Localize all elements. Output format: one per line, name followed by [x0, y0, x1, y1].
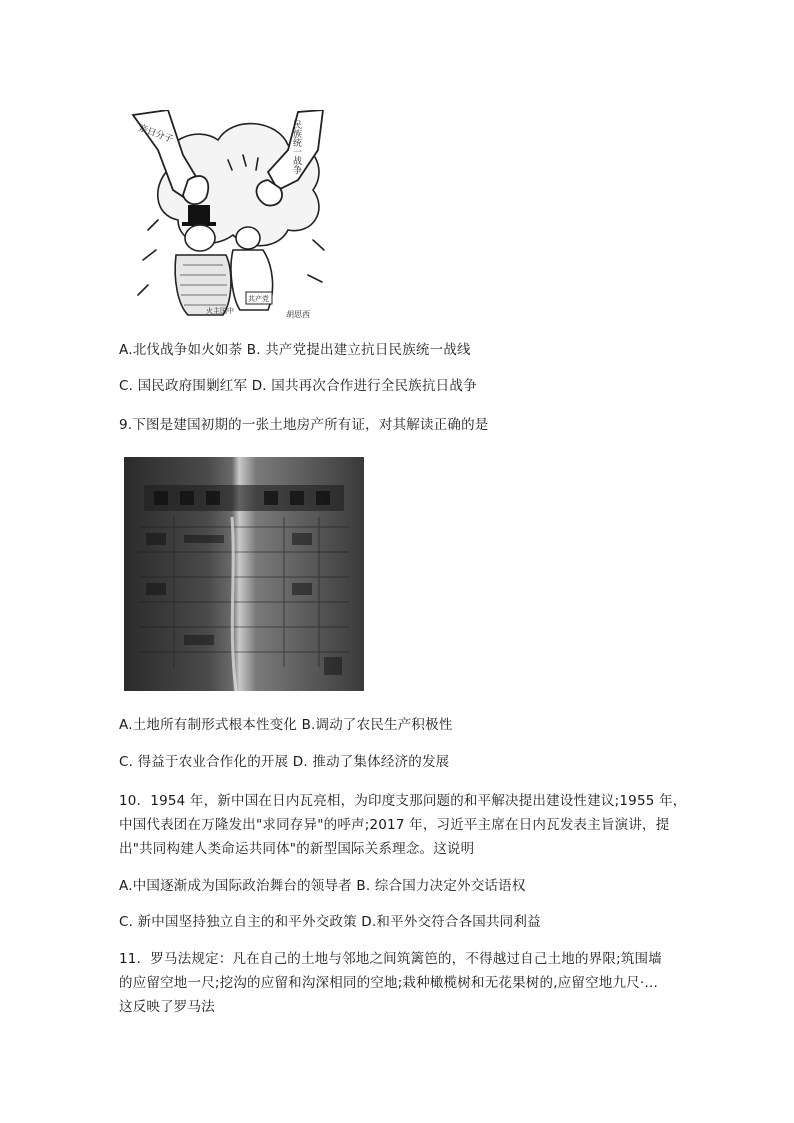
q11-stem-line-1: 11．罗马法规定：凡在自己的土地与邻地之间筑篱笆的，不得越过自己土地的界限;筑围墙 [119, 951, 662, 967]
land-certificate-photo [124, 457, 364, 691]
artist-signature: 胡思西 [286, 310, 310, 319]
q9-stem: 9.下图是建国初期的一张土地房产所有证，对其解读正确的是 [119, 417, 489, 433]
q9-options-line-1: A.土地所有制形式根本性变化 B.调动了农民生产积极性 [119, 717, 453, 733]
q9-options-line-2: C. 得益于农业合作化的开展 D. 推动了集体经济的发展 [119, 754, 450, 770]
q10-options-line-1: A.中国逐渐成为国际政治舞台的领导者 B. 综合国力决定外交话语权 [119, 878, 526, 894]
q11-stem-line-3: 这反映了罗马法 [119, 999, 215, 1015]
figure-left-label: 火主国中 [206, 307, 234, 315]
q8-options-line-2: C. 国民政府围剿红军 D. 国共再次合作进行全民族抗日战争 [119, 378, 477, 394]
q10-stem-line-3: 出"共同构建人类命运共同体"的新型国际关系理念。这说明 [119, 841, 475, 857]
q10-stem-line-1: 10．1954 年，新中国在日内瓦亮相，为印度支那问题的和平解决提出建设性建议;1955 年， [119, 793, 687, 809]
q8-options-line-1: A.北伐战争如火如荼 B. 共产党提出建立抗日民族统一战线 [119, 342, 471, 358]
q11-stem-line-2: 的应留空地一尺;挖沟的应留和沟深相同的空地;栽种橄榄树和无花果树的,应留空地九尺·… [119, 975, 659, 991]
left-hand-label: 亲日分子 [136, 123, 175, 146]
q10-options-line-2: C. 新中国坚持独立自主的和平外交政策 D.和平外交符合各国共同利益 [119, 914, 541, 930]
q10-stem-line-2: 中国代表团在万隆发出"求同存异"的呼声;2017 年，习近平主席在日内瓦发表主旨演讲，提 [119, 817, 670, 833]
cartoon-illustration [128, 110, 328, 325]
right-hand-label: 民族统一战争 [291, 120, 301, 174]
figure-right-label: 共产党 [248, 295, 269, 303]
